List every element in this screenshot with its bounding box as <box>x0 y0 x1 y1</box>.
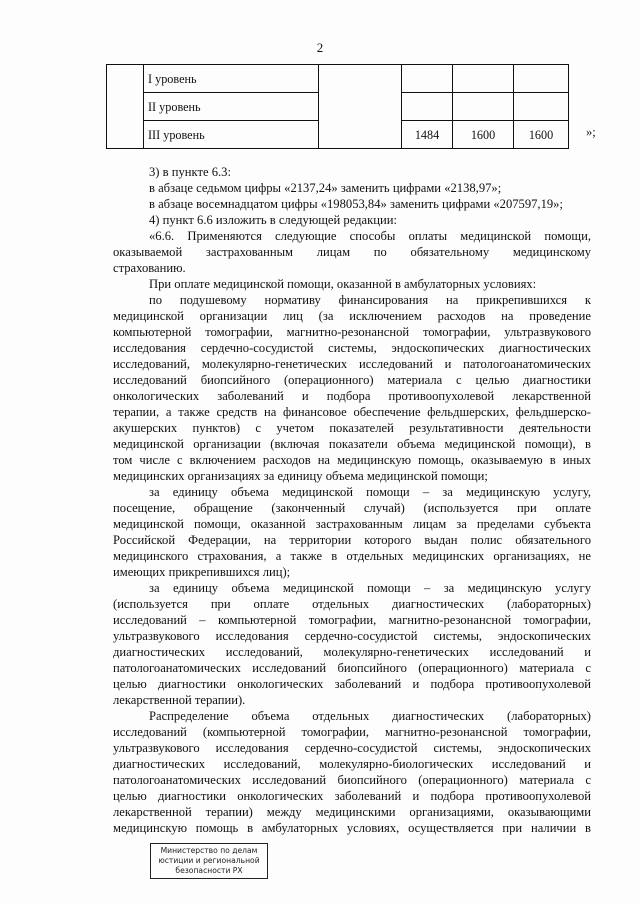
table-cell-value: 1484 <box>402 121 453 149</box>
text-line: за единицу объема медицинской помощи – за медицинскую услугу, <box>149 485 591 499</box>
text-line: диагностических исследований, молекулярно-генетических исследований и <box>113 645 591 659</box>
text-line: имеющих прикрепившихся лиц); <box>113 565 291 579</box>
text-line: целью диагностики онкологических заболеваний и подбора противоопухолевой <box>113 677 591 691</box>
table-cell-label: I уровень <box>144 65 319 93</box>
text-line: медицинскую помощь в амбулаторных условиях, осуществляется при наличии в <box>113 821 591 835</box>
ministry-stamp <box>150 843 268 879</box>
table-cell-value <box>514 93 569 121</box>
text-line: исследований – компьютерной томографии, магнитно-резонансной томографии, <box>113 613 591 627</box>
paragraph-6-6 <box>113 228 591 276</box>
paragraph-unit-visit <box>113 484 591 580</box>
text-line: Распределение объема отдельных диагностических (лабораторных) <box>149 709 591 723</box>
text-line: ультразвукового исследования сердечно-сосудистой системы, эндоскопических <box>113 741 591 755</box>
table-cell-value <box>402 65 453 93</box>
text-line: оказываемой застрахованным лицам по обязательному медицинскому <box>113 245 591 259</box>
text-line: том числе с включением расходов на медицинскую помощь, оказываемую в иных <box>113 453 591 467</box>
page-number: 2 <box>316 40 324 55</box>
text-line: медицинского страхования, а также в отдельных медицинских организациях, не <box>113 549 591 563</box>
table-cell-value <box>453 65 514 93</box>
item-3b: в абзаце восемнадцатом цифры «198053,84» заменить цифрами «207597,19»; <box>149 197 563 211</box>
paragraph-per-capita <box>113 292 591 484</box>
table-cell-value: 1600 <box>453 121 514 149</box>
text-line: по подушевому нормативу финансирования на прикрепившихся к <box>149 293 591 307</box>
text-line: медицинских организациях за единицу объема медицинской помощи; <box>113 469 488 483</box>
table-cell <box>107 65 144 149</box>
text-line: исследования сердечно-сосудистой системы, эндоскопических диагностических <box>113 341 591 355</box>
tariff-table <box>106 64 569 149</box>
table-row <box>107 65 569 93</box>
text-line: ультразвукового исследования сердечно-сосудистой системы, эндоскопических <box>113 629 591 643</box>
text-line: страхованию. <box>113 261 186 275</box>
text-line: терапии, а также средств на финансовое обеспечение фельдшерских, фельдшерско- <box>113 405 591 419</box>
table-cell-label: III уровень <box>144 121 319 149</box>
text-line: лекарственной терапии). <box>113 693 246 707</box>
table-cell-label: II уровень <box>144 93 319 121</box>
text-line: посещение, обращение (законченный случай) (используется при оплате <box>113 501 591 515</box>
item-3a: в абзаце седьмом цифры «2137,24» заменить цифрами «2138,97»; <box>149 181 502 195</box>
text-line: исследований, молекулярно-генетических исследований и патологоанатомических <box>113 357 591 371</box>
text-line: исследований биопсийного (операционного) материала с целью диагностики <box>113 373 591 387</box>
stamp-line: Министерство по делам <box>160 846 258 855</box>
table-closing-quote: »; <box>586 125 596 139</box>
text-line: патологоанатомических исследований биопсийного (операционного) материала с <box>113 773 591 787</box>
text-line: медицинской помощи, оказанной застрахованным лицам за пределами субъекта <box>113 517 591 531</box>
table-cell-value <box>514 65 569 93</box>
text-line: медицинской организации лиц (за исключением расходов на проведение <box>113 309 591 323</box>
text-line: (используется при оплате отдельных диагностических (лабораторных) <box>113 597 591 611</box>
stamp-line: безопасности РХ <box>175 866 243 875</box>
text-line: компьютерной томографии, магнитно-резонансной томографии, ультразвукового <box>113 325 591 339</box>
text-line: исследований (компьютерной томографии, магнитно-резонансной томографии, <box>113 725 591 739</box>
text-line: «6.6. Применяются следующие способы оплаты медицинской помощи, <box>149 229 591 243</box>
paragraph-distribution <box>113 708 591 836</box>
table-cell-value <box>402 93 453 121</box>
text-line: акушерских пунктов) с учетом показателей результативности деятельности <box>113 421 591 435</box>
text-line: за единицу объема медицинской помощи – за медицинскую услугу <box>149 581 591 595</box>
paragraph-ambulatory: При оплате медицинской помощи, оказанной в амбулаторных условиях: <box>149 277 537 291</box>
text-line: лекарственной терапии) между медицинскими организациями, оказывающими <box>113 805 591 819</box>
table-cell-value <box>453 93 514 121</box>
table-cell <box>319 65 402 149</box>
text-line: онкологических заболеваний и подбора противоопухолевой лекарственной <box>113 389 591 403</box>
table-cell-value: 1600 <box>514 121 569 149</box>
text-line: медицинской организации (включая показатели объема медицинской помощи), в <box>113 437 591 451</box>
text-line: Российской Федерации, на территории которого выдан полис обязательного <box>113 533 591 547</box>
paragraph-unit-service <box>113 580 591 708</box>
text-line: диагностических исследований, молекулярно-биологических исследований и <box>113 757 591 771</box>
text-line: целью диагностики онкологических заболеваний и подбора противоопухолевой <box>113 789 591 803</box>
item-3: 3) в пункте 6.3: <box>149 165 231 179</box>
text-line: патологоанатомических исследований биопсийного (операционного) материала с <box>113 661 591 675</box>
stamp-line: юстиции и региональной <box>158 856 260 865</box>
item-4: 4) пункт 6.6 изложить в следующей редакции: <box>149 213 397 227</box>
